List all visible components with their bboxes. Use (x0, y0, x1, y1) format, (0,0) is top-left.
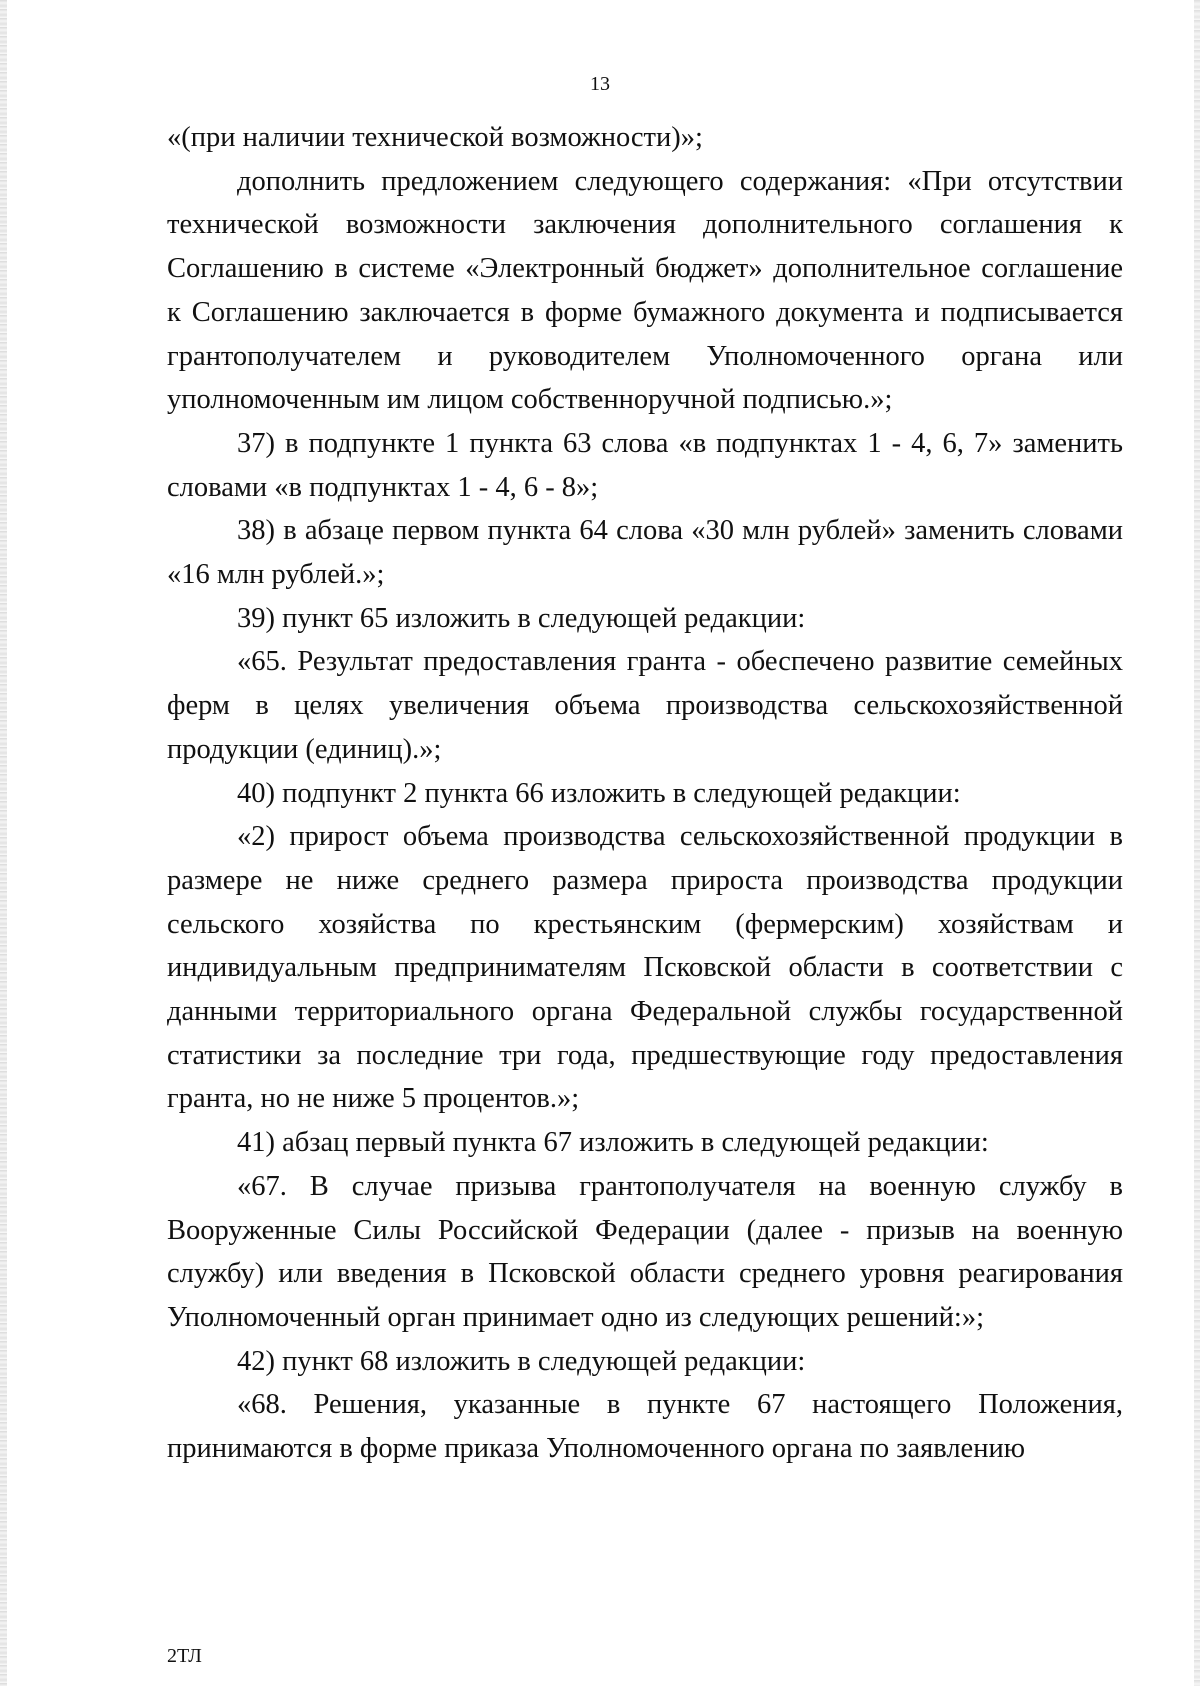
paragraph: 37) в подпункте 1 пункта 63 слова «в подпунктах 1 - 4, 6, 7» заменить словами «в подпунктах 1 - 4, 6 - 8»; (167, 427, 1123, 503)
scan-edge-left (0, 0, 7, 1686)
paragraph: 42) пункт 68 изложить в следующей редакции: (237, 1345, 806, 1377)
paragraph: 38) в абзаце первом пункта 64 слова «30 млн рублей» заменить словами «16 млн рублей.»; (167, 515, 1123, 591)
paragraph: 39) пункт 65 изложить в следующей редакции: (237, 602, 806, 634)
paragraph: «2) прирост объема производства сельскохозяйственной продукции в размере не ниже среднего размера прироста производства продукции сельского хозяйства по крестьянским (фермерским) хозяйствам и индивидуальным предпринимателям Псковской области в соответствии с данными территориального органа Федеральной службы государственной статистики за последние три года, предшествующие году предоставления гранта, но не ниже 5 процентов.»; (167, 821, 1123, 1115)
page-number: 13 (590, 73, 610, 95)
footer-code: 2ТЛ (167, 1645, 202, 1667)
paragraph: «67. В случае призыва грантополучателя на военную службу в Вооруженные Силы Российской Федерации (далее - призыв на военную службу) или введения в Псковской области среднего уровня реагирования Уполномоченный орган принимает одно из следующих решений:»; (167, 1170, 1123, 1333)
paragraph: «(при наличии технической возможности)»; (167, 122, 703, 153)
paragraph: дополнить предложением следующего содержания: «При отсутствии технической возможности заключения дополнительного соглашения к Соглашению в системе «Электронный бюджет» дополнительное соглашение к Соглашению заключается в форме бумажного документа и подписывается грантополучателем и руководителем Уполномоченного органа или уполномоченным им лицом собственноручной подписью.»; (167, 165, 1123, 416)
scan-edge-right (1194, 0, 1200, 1686)
paragraph: «68. Решения, указанные в пункте 67 настоящего Положения, принимаются в форме приказа Уполномоченного органа по заявлению (167, 1389, 1123, 1465)
paragraph: 40) подпункт 2 пункта 66 изложить в следующей редакции: (237, 777, 961, 809)
paragraph: «65. Результат предоставления гранта - обеспечено развитие семейных ферм в целях увеличения объема производства сельскохозяйственной продукции (единиц).»; (167, 646, 1123, 765)
document-body (167, 116, 1123, 1471)
paragraph: 41) абзац первый пункта 67 изложить в следующей редакции: (237, 1127, 989, 1159)
